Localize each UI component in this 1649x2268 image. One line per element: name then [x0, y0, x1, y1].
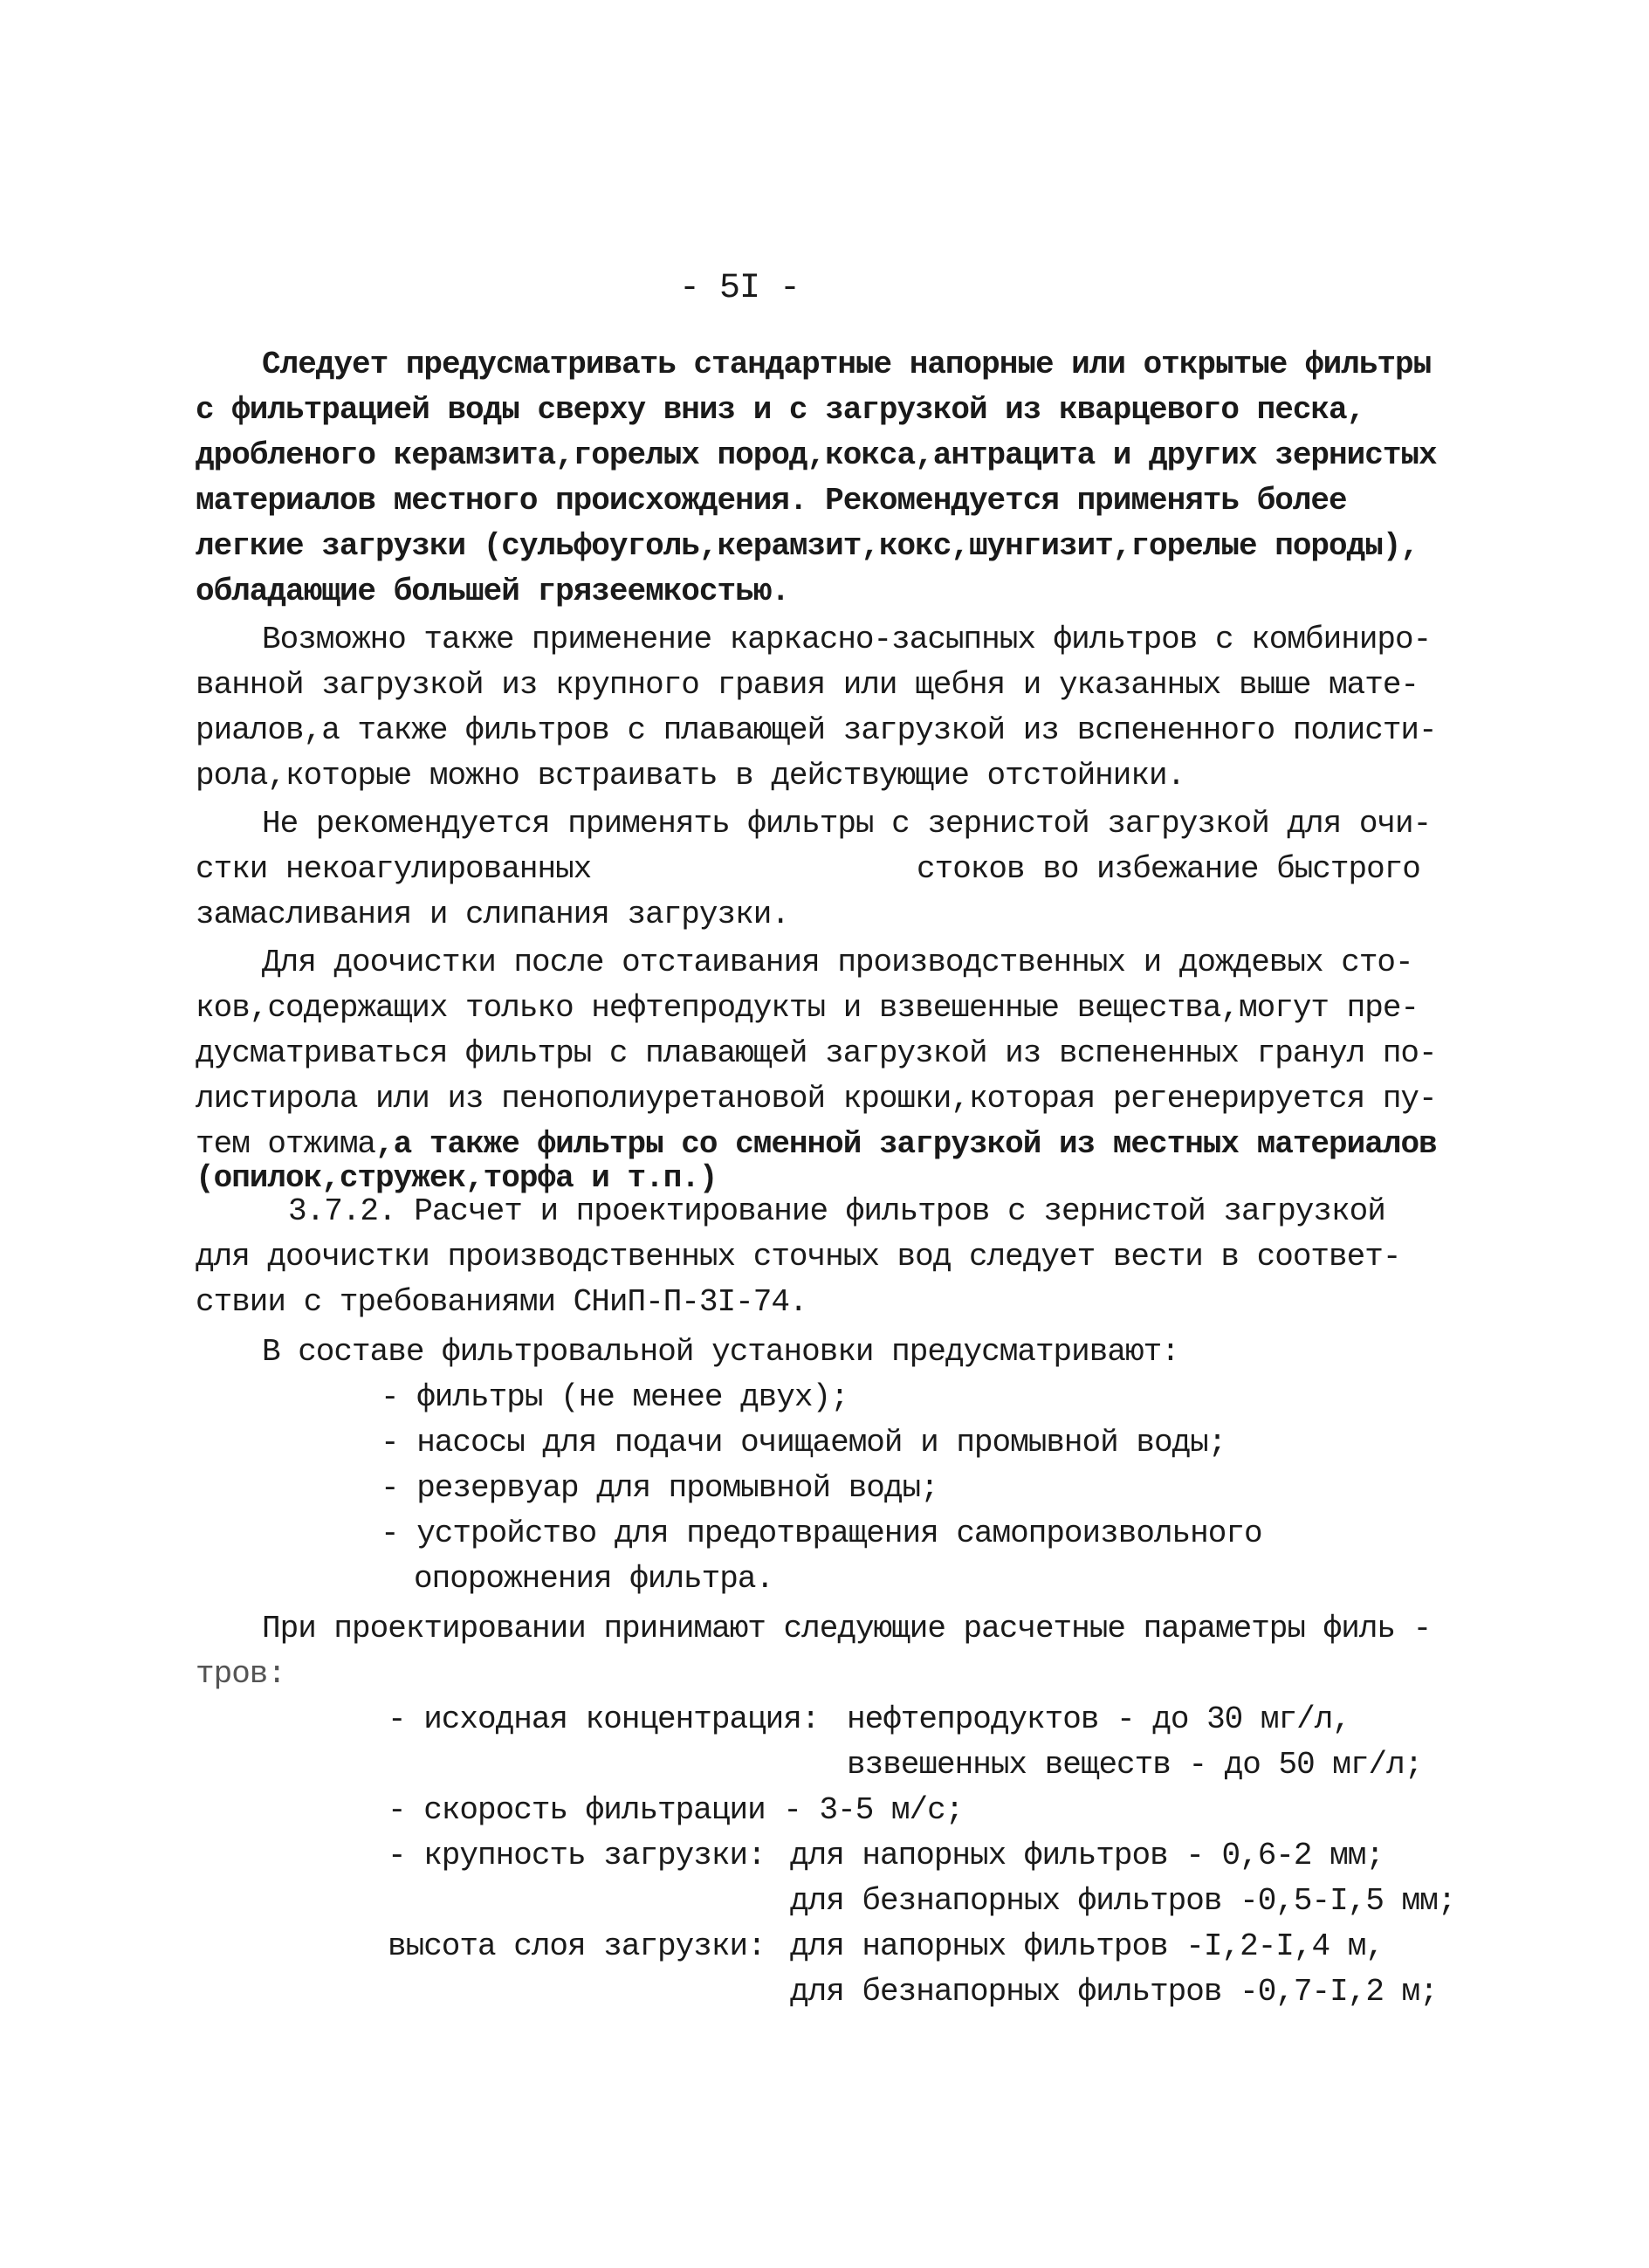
composition-item-1: - фильтры (не менее двух);: [381, 1379, 849, 1415]
section-372-line-2: для доочистки производственных сточных вод следует вести в соответ-: [196, 1239, 1401, 1275]
param-concentration-value-2: взвешенных веществ - до 50 мг/л;: [847, 1747, 1423, 1783]
param-concentration-value-1: нефтепродуктов - до 30 мг/л,: [847, 1701, 1350, 1737]
parameters-intro-1: При проектировании принимают следующие расчетные параметры филь -: [262, 1611, 1432, 1646]
param-height-value-2: для безнапорных фильтров -0,7-I,2 м;: [790, 1974, 1438, 2010]
param-size-label: - крупность загрузки:: [388, 1838, 766, 1873]
param-size-value-2: для безнапорных фильтров -0,5-I,5 мм;: [790, 1883, 1456, 1919]
param-size-value-1: для напорных фильтров - 0,6-2 мм;: [790, 1838, 1384, 1873]
paragraph-3-line-2a: стки некоагулированных: [196, 851, 592, 887]
paragraph-2-line-2: ванной загрузкой из крупного гравия или щебня и указанных выше мате-: [196, 667, 1419, 703]
paragraph-4-line-5: [196, 1126, 1437, 1162]
paragraph-4-line-4: листирола или из пенополиуретановой крошки,которая регенерируется пу-: [196, 1081, 1437, 1117]
paragraph-4-line-6: (опилок,стружек,торфа и т.п.): [196, 1160, 718, 1196]
paragraph-2-line-3: риалов,а также фильтров с плавающей загрузкой из вспененного полисти-: [196, 712, 1437, 748]
paragraph-2-line-1: Возможно также применение каркасно-засыпных фильтров с комбиниро-: [262, 622, 1432, 657]
composition-item-4: - устройство для предотвращения самопроизвольного: [381, 1515, 1262, 1551]
paragraph-1-line-6: обладающие большей грязеемкостью.: [196, 574, 789, 609]
composition-item-3: - резервуар для промывной воды;: [381, 1470, 938, 1506]
paragraph-1-line-1: Следует предусматривать стандартные напорные или открытые фильтры: [262, 347, 1432, 382]
composition-intro: В составе фильтровальной установки предусматривают:: [262, 1334, 1179, 1370]
param-height-label: высота слоя загрузки:: [388, 1928, 766, 1964]
paragraph-4-line-3: дусматриваться фильтры с плавающей загрузкой из вспененных гранул по-: [196, 1035, 1437, 1071]
paragraph-4-line-2: ков,содержащих только нефтепродукты и взвешенные вещества,могут пре-: [196, 990, 1419, 1026]
section-372-line-3: ствии с требованиями СНиП-П-3I-74.: [196, 1284, 807, 1320]
paragraph-3-line-1: Не рекомендуется применять фильтры с зернистой загрузкой для очи-: [262, 806, 1432, 842]
param-height-value-1: для напорных фильтров -I,2-I,4 м,: [790, 1928, 1384, 1964]
paragraph-1-line-2: с фильтрацией воды сверху вниз и с загрузкой из кварцевого песка,: [196, 392, 1365, 428]
page-number: - 5I -: [679, 269, 800, 308]
paragraph-4-line-5b: ,а также фильтры со сменной загрузкой из местных материалов: [375, 1126, 1437, 1162]
composition-item-2: - насосы для подачи очищаемой и промывной воды;: [381, 1425, 1226, 1460]
paragraph-4-line-5a: тем отжима: [196, 1126, 376, 1162]
param-concentration-label: - исходная концентрация:: [388, 1701, 820, 1737]
paragraph-3-line-2b: стоков во избежание быстрого: [917, 851, 1420, 887]
paragraph-2-line-4: рола,которые можно встраивать в действующие отстойники.: [196, 758, 1185, 794]
param-speed: - скорость фильтрации - 3-5 м/с;: [388, 1792, 964, 1828]
paragraph-4-line-1: Для доочистки после отстаивания производственных и дождевых сто-: [262, 945, 1413, 980]
paragraph-1-line-4: материалов местного происхождения. Рекомендуется применять более: [196, 483, 1347, 519]
parameters-intro-2: тров:: [196, 1656, 286, 1692]
section-372-line-1: 3.7.2. Расчет и проектирование фильтров с зернистой загрузкой: [288, 1193, 1385, 1229]
paragraph-1-line-3: дробленого керамзита,горелых пород,кокса,антрацита и других зернистых: [196, 437, 1437, 473]
paragraph-1-line-5: легкие загрузки (сульфоуголь,керамзит,кокс,шунгизит,горелые породы),: [196, 528, 1419, 564]
composition-item-4-cont: опорожнения фильтра.: [414, 1561, 774, 1597]
paragraph-3-line-3: замасливания и слипания загрузки.: [196, 897, 789, 932]
